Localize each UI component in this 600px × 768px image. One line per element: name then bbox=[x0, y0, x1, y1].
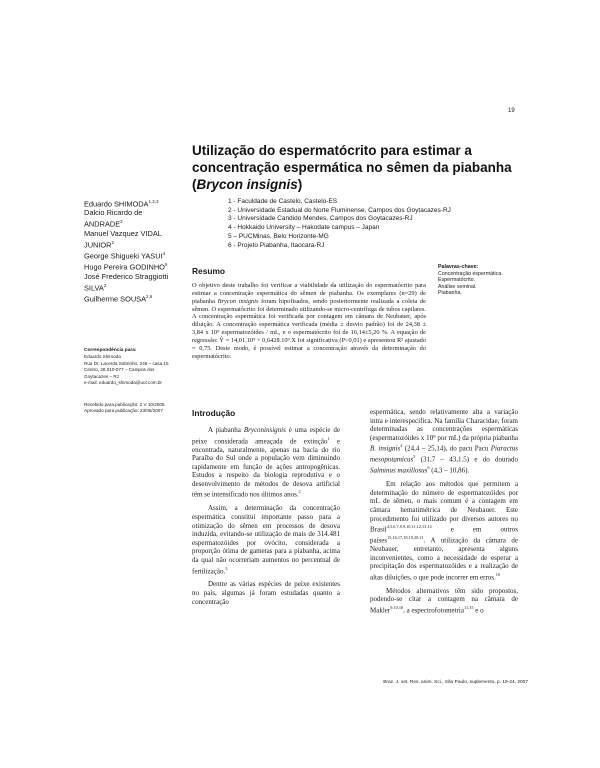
affiliation: 6 - Projeto Piabanha, Itaocara-RJ bbox=[228, 241, 325, 249]
correspondence-line: Centro, 28.010-077 – Campos dos bbox=[84, 367, 155, 373]
author: Hugo Pereira GODINHO$^5$ bbox=[84, 262, 168, 272]
keyword: Espermatócrito. bbox=[438, 277, 476, 283]
author: José Frederico Straggiotti SILVA$^2$ bbox=[84, 271, 169, 293]
affiliation: 5 – PUCMinas, Belo Horizonte-MG bbox=[228, 232, 329, 240]
paragraph: Em relação aos métodos que permitem a determinação do número de espermatozóides por mL de sêmen, o mais comum é a contagem em câmara hematimétrica de Neubauer. Este procedimento foi utilizado por diversos autores no Brasil$^{4,5,6,7,8,9,10,11,12,13,14}$ e em outros países$^{15,16,17,18,19,20,21}$. A utilização da câmara de Neubauer, entretanto, apresenta alguns inconvenientes, como a necessidade de esperar a precipitação dos espermatozóides e a realização de altas diluições, o que pode incorrer em erros.$^{10}$ bbox=[370, 480, 518, 582]
introduction-heading: Introdução bbox=[192, 408, 236, 418]
correspondence-line: Eduardo Shimoda bbox=[84, 354, 121, 360]
journal-footer: Braz. J. vet. Res. anim. Sci., São Paulo, suplemento, p. 19-24, 2007 bbox=[383, 680, 528, 685]
keyword: Piabanha. bbox=[438, 290, 462, 296]
keyword: Análise seminal. bbox=[438, 283, 477, 290]
page-number: 19 bbox=[508, 108, 515, 114]
affiliation-list bbox=[228, 198, 518, 250]
title-species: Brycon insignis bbox=[196, 177, 298, 192]
approved-date: Aprovado para publicação: 23/06/2007 bbox=[84, 408, 163, 414]
affiliation: 2 - Universidade Estadual do Norte Fluminense, Campos dos Goytacazes-RJ bbox=[228, 206, 451, 214]
author: Eduardo SHIMODA$^{1,2,3}$ bbox=[84, 199, 159, 209]
title-line-3: (Brycon insignis) bbox=[192, 177, 303, 192]
correspondence-email[interactable]: e-mail: eduardo_shimoda@uol.com.br bbox=[84, 380, 162, 386]
author: Guilherme SOUSA$^{2,6}$ bbox=[84, 293, 153, 304]
title-line-1: Utilização do espermatócrito para estimar a bbox=[192, 143, 472, 158]
paragraph: Dentre as várias espécies de peixe existentes no país, algumas já foram estudadas quanto a concentração bbox=[192, 580, 340, 606]
author: George Shigueki YASUI$^4$ bbox=[84, 250, 166, 261]
keyword: Concentração espermática. bbox=[438, 270, 503, 277]
correspondence-line: Rua Dr. Lacerda Sobrinho, 246 – casa 15 bbox=[84, 360, 169, 366]
affiliation: 4 - Hokkaido University – Hakodate campus – Japan bbox=[228, 224, 380, 232]
abstract-body: O objetivo deste trabalho foi verificar a viabilidade da utilização do espermatócrito para estimar a concentração espermática do sêmen de piabanha. Os exemplares (n=29) de piabanha Brycon insignis foram hipofisados, sendo posteriormente realizada a coleta de sêmen. O espermatócrito foi determinado utilizando-se micro-centrífuga de tubos capilares. A concentração espermática foi verificada por contagem em câmara de Neubauer, após diluição. A concentração espermática verificada (média ± desvio padrão) foi de 24,38 ± 3,84 x 10⁹ espermatozóides / mL, e o espermatócrito foi de 16,14±5,20 %. A equação de regressão: Ŷ = 14,01.10⁹ + 0,6428.10⁹.X foi significativa (P<0,01) e apresentou R² ajustado = 0,75. Deste modo, é possível estimar a concentração através da determinação do espermatócrito. bbox=[192, 282, 426, 360]
paragraph: A piabanha Bryconinsignis é uma espécie de peixe considerada ameaçada de extinção$^1$ e encontrada, naturalmente, apenas na bacia do rio Paraíba do Sul onde a população vem diminuindo rapidamente em função de ações antropogênicas. Estudos a respeito da biologia reprodutiva e o desenvolvimento de métodos de desova artificial têm se intensificado nos últimos anos.$^2$ bbox=[192, 426, 340, 499]
paragraph: Métodos alternativos têm sido propostos, podendo-se citar a contagem na câmara de Makler$^{9,10,18}$, a espectrofotometria$^{11,15}$ e o bbox=[370, 586, 518, 615]
paragraph: espermática, sendo relativamente alta a variação intra e interespecífica. Na família Characidae, foram determinadas as concentrações espermáticas (espermatozóides x 10⁹ por mL) da própria piabanha B. insignis$^4$ (24,4 – 25,14), do pacu Pacu Piaractus mesopotamicus$^5$ (31,7 – 43,1.5) e do dourado Salminus maxillosus$^6$ (4,3 – 10,86). bbox=[370, 408, 519, 475]
author: Manuel Vazquez VIDAL JUNIOR$^2$ bbox=[84, 228, 162, 250]
title-line-2: concentração espermática no sêmen da piabanha bbox=[192, 160, 512, 175]
keywords-heading: Palavras-chave: bbox=[438, 264, 479, 270]
paragraph: Assim, a determinação da concentração espermática constitui importante passo para a otimização do sêmen em processos de desova induzida, evitando-se utilização de mais de 314.481 espermatozóides por ovócito, considerada a proporção ótima de gametas para a piabanha, acima da qual não ocorreriam aumentos no percentual de fertilização.$^3$ bbox=[192, 504, 340, 575]
correspondence bbox=[84, 348, 178, 386]
intro-left-column bbox=[192, 426, 340, 606]
intro-right-column bbox=[370, 408, 518, 615]
author: Dalcio Ricardo de ANDRADE$^2$ bbox=[84, 208, 143, 229]
received-date: Recebido para publicação: 2 V 10/2005 bbox=[84, 402, 165, 407]
correspondence-line: Goytacazes – RJ bbox=[84, 373, 119, 379]
abstract-heading: Resumo bbox=[192, 266, 226, 276]
keywords bbox=[438, 264, 528, 297]
affiliation: 3 - Universidade Candido Mendes, Campos dos Goytacazes-RJ bbox=[228, 215, 413, 223]
publication-dates bbox=[84, 402, 178, 415]
correspondence-heading: Correspondência para: bbox=[84, 348, 137, 353]
author-list bbox=[84, 198, 180, 304]
affiliation: 1 - Faculdade de Castelo, Castelo-ES bbox=[228, 198, 338, 205]
article-title bbox=[192, 142, 522, 193]
